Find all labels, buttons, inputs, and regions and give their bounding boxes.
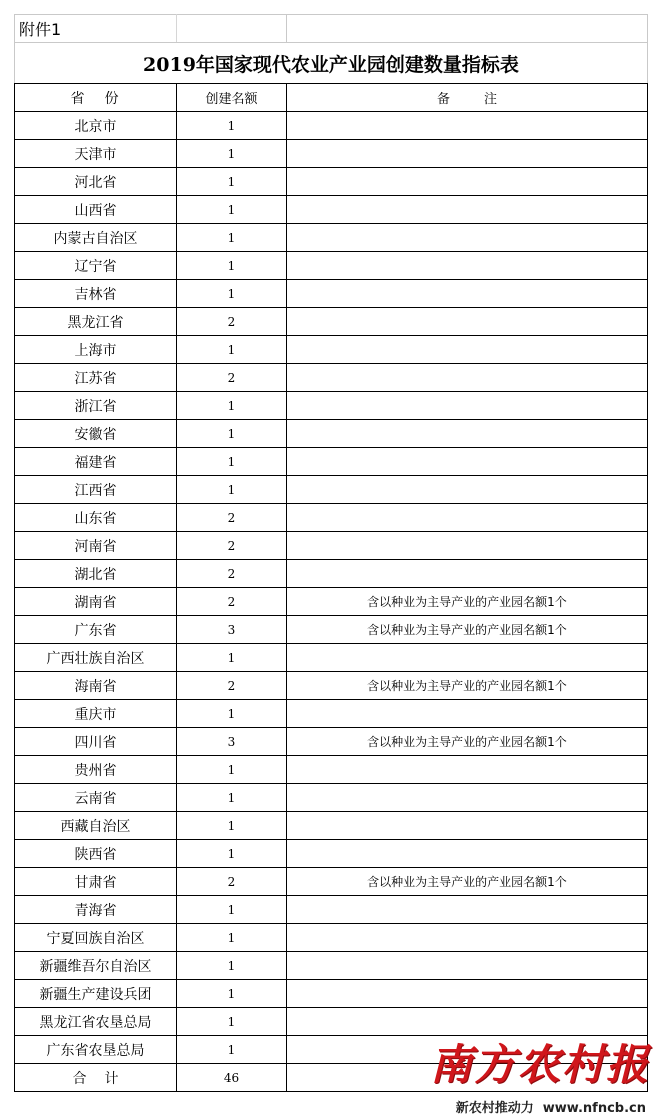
province-cell: 西藏自治区 [15,812,177,840]
province-cell: 新疆生产建设兵团 [15,980,177,1008]
table-row [15,476,648,504]
quota-cell: 2 [177,588,287,616]
province-cell: 江西省 [15,476,177,504]
quota-cell: 1 [177,448,287,476]
spreadsheet [14,14,648,1092]
province-cell: 甘肃省 [15,868,177,896]
province-cell: 贵州省 [15,756,177,784]
table-row [15,728,648,756]
quota-cell: 1 [177,840,287,868]
quota-cell: 1 [177,924,287,952]
quota-cell: 1 [177,756,287,784]
note-cell [287,532,648,560]
quota-cell: 2 [177,560,287,588]
column-header-note [287,84,648,112]
quota-cell: 1 [177,112,287,140]
quota-cell: 1 [177,784,287,812]
table-row [15,896,648,924]
province-cell: 天津市 [15,140,177,168]
table-row [15,868,648,896]
note-cell [287,448,648,476]
table-row [15,1008,648,1036]
province-cell: 陕西省 [15,840,177,868]
province-cell: 黑龙江省 [15,308,177,336]
quota-cell: 1 [177,168,287,196]
province-cell: 吉林省 [15,280,177,308]
table-row [15,840,648,868]
province-cell: 广西壮族自治区 [15,644,177,672]
note-cell [287,1008,648,1036]
note-cell [287,168,648,196]
watermark [404,1040,654,1116]
quota-cell: 2 [177,308,287,336]
table-row [15,504,648,532]
quota-cell: 1 [177,392,287,420]
table-row [15,336,648,364]
column-header-quota: 创建名额 [177,84,287,112]
table-row [15,756,648,784]
quota-cell: 1 [177,644,287,672]
note-cell [287,392,648,420]
empty-cell [287,15,648,43]
table-row [15,812,648,840]
province-cell: 安徽省 [15,420,177,448]
quota-cell: 2 [177,868,287,896]
quota-cell: 2 [177,504,287,532]
table-row [15,252,648,280]
province-cell: 浙江省 [15,392,177,420]
province-cell: 河北省 [15,168,177,196]
total-label [15,1064,177,1092]
note-cell [287,952,648,980]
table-row [15,532,648,560]
province-cell: 海南省 [15,672,177,700]
note-cell [287,980,648,1008]
province-cell: 宁夏回族自治区 [15,924,177,952]
province-cell: 上海市 [15,336,177,364]
note-cell [287,560,648,588]
province-cell: 广东省 [15,616,177,644]
column-header-note-part: 注 [484,92,498,107]
watermark-slogan [454,1097,648,1116]
quota-cell: 1 [177,196,287,224]
note-cell [287,364,648,392]
province-cell: 山东省 [15,504,177,532]
note-cell [287,476,648,504]
table-row [15,224,648,252]
column-header-note-part: 备 [436,92,450,107]
note-cell [287,812,648,840]
quota-cell: 1 [177,896,287,924]
column-header-province-part: 份 [104,90,121,107]
watermark-brand: 南方农村报 [429,1040,650,1089]
page-title: 2019年国家现代农业产业园创建数量指标表 [15,43,648,84]
province-cell: 北京市 [15,112,177,140]
table-row [15,952,648,980]
quota-cell: 2 [177,532,287,560]
quota-cell: 1 [177,476,287,504]
table-row [15,168,648,196]
column-header-province-part: 省 [70,90,87,107]
province-cell: 河南省 [15,532,177,560]
total-value: 46 [177,1064,287,1092]
quota-cell: 2 [177,364,287,392]
province-cell: 湖北省 [15,560,177,588]
quota-cell: 1 [177,252,287,280]
quota-cell: 1 [177,140,287,168]
table-row [15,560,648,588]
province-cell: 云南省 [15,784,177,812]
table-row [15,924,648,952]
province-cell: 福建省 [15,448,177,476]
note-cell [287,224,648,252]
table-row [15,364,648,392]
table-row [15,196,648,224]
quota-table [14,14,648,1092]
table-row [15,644,648,672]
note-cell [287,756,648,784]
quota-cell: 1 [177,980,287,1008]
attachment-row [15,15,648,43]
table-row [15,784,648,812]
quota-cell: 1 [177,700,287,728]
table-row [15,672,648,700]
province-cell: 江苏省 [15,364,177,392]
note-cell: 含以种业为主导产业的产业园名额1个 [287,588,648,616]
province-cell: 辽宁省 [15,252,177,280]
note-cell [287,924,648,952]
note-cell [287,644,648,672]
note-cell [287,420,648,448]
total-label-part: 计 [104,1070,119,1087]
note-cell [287,784,648,812]
note-cell [287,196,648,224]
quota-cell: 2 [177,672,287,700]
note-cell: 含以种业为主导产业的产业园名额1个 [287,672,648,700]
total-label-part: 合 [72,1070,87,1087]
province-cell: 山西省 [15,196,177,224]
watermark-slogan-text: 新农村推动力 [455,1101,534,1116]
quota-cell: 3 [177,728,287,756]
province-cell: 新疆维吾尔自治区 [15,952,177,980]
note-cell [287,504,648,532]
province-cell: 内蒙古自治区 [15,224,177,252]
attachment-label: 附件1 [15,15,177,43]
note-cell: 含以种业为主导产业的产业园名额1个 [287,616,648,644]
empty-cell [177,15,287,43]
note-cell: 含以种业为主导产业的产业园名额1个 [287,728,648,756]
title-row [15,43,648,84]
quota-cell: 1 [177,280,287,308]
table-row [15,980,648,1008]
province-cell: 广东省农垦总局 [15,1036,177,1064]
quota-cell: 1 [177,224,287,252]
table-row [15,140,648,168]
note-cell [287,280,648,308]
table-row [15,588,648,616]
note-cell [287,140,648,168]
column-header-province [15,84,177,112]
quota-cell: 1 [177,952,287,980]
watermark-url: www.nfncb.cn [542,1101,646,1116]
table-row [15,392,648,420]
province-cell: 重庆市 [15,700,177,728]
quota-cell: 1 [177,336,287,364]
note-cell [287,252,648,280]
note-cell [287,112,648,140]
header-row [15,84,648,112]
table-row [15,420,648,448]
province-cell: 黑龙江省农垦总局 [15,1008,177,1036]
province-cell: 四川省 [15,728,177,756]
note-cell [287,896,648,924]
note-cell [287,336,648,364]
note-cell [287,840,648,868]
quota-cell: 1 [177,420,287,448]
table-row [15,112,648,140]
quota-cell: 1 [177,1036,287,1064]
note-cell [287,700,648,728]
quota-cell: 1 [177,1008,287,1036]
table-row [15,616,648,644]
table-row [15,448,648,476]
table-row [15,700,648,728]
province-cell: 湖南省 [15,588,177,616]
table-row [15,308,648,336]
table-row [15,280,648,308]
quota-cell: 3 [177,616,287,644]
province-cell: 青海省 [15,896,177,924]
note-cell [287,308,648,336]
quota-cell: 1 [177,812,287,840]
note-cell: 含以种业为主导产业的产业园名额1个 [287,868,648,896]
